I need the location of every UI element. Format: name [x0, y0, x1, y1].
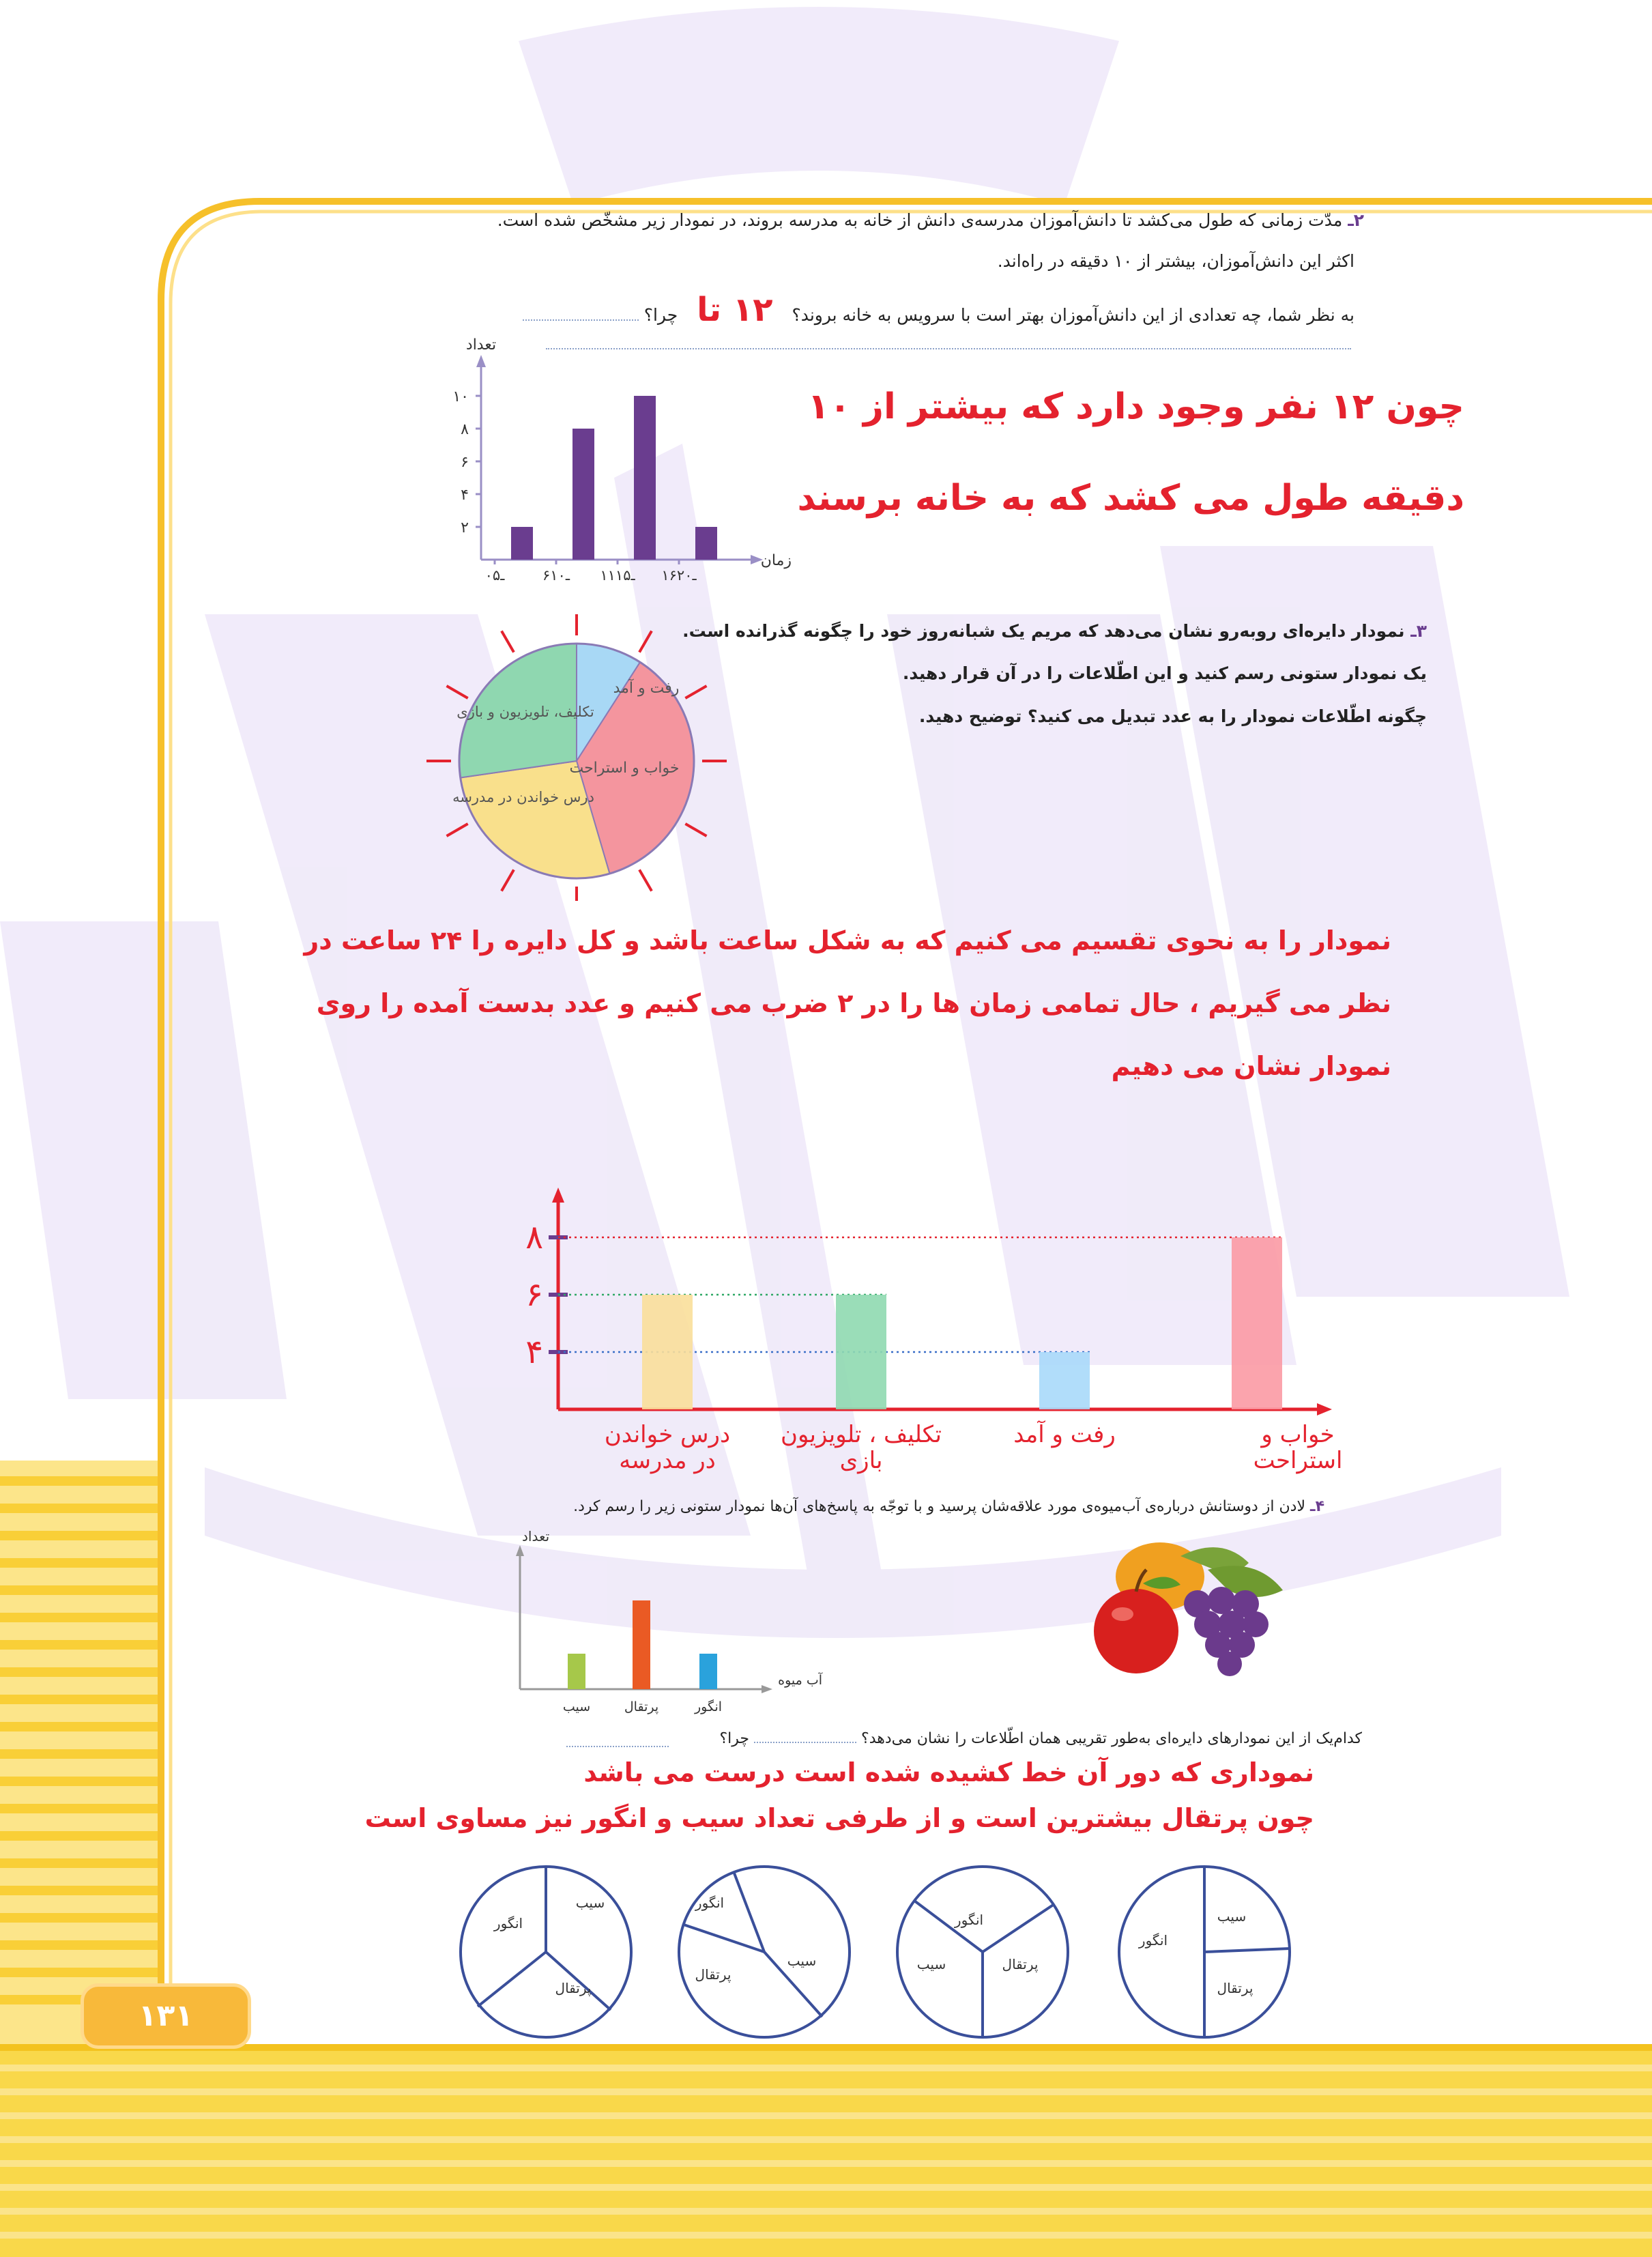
q4-answer-2: چون پرتقال بیشترین است و از طرفی تعداد سیب و انگور نیز مساوی است	[364, 1803, 1314, 1833]
pie-label-commute: رفت و آمد	[613, 680, 680, 697]
q2-why: چرا؟	[643, 305, 678, 325]
q2-line3: به نظر شما، چه تعدادی از این دانش‌آموزان بهتر است با سرویس به خانه بروند؟ ۱۲ تا چرا؟	[523, 291, 1354, 329]
pie-label-school: درس خواندن در مدرسه	[452, 789, 594, 805]
bars-xtick-label: تکلیف ، تلویزیون بازی	[780, 1421, 942, 1474]
juice-pie-label: سیب	[1217, 1908, 1247, 1925]
bars-bar	[1039, 1352, 1090, 1409]
clock-tick	[685, 686, 706, 698]
q3-answer-1: نمودار را به نحوی تقسیم می کنیم که به شکل ساعت باشد و کل دایره را ۲۴ ساعت در	[304, 925, 1391, 955]
bars-bar	[1232, 1237, 1282, 1409]
juice-xlabel: آب میوه	[778, 1673, 822, 1688]
hist-bar	[634, 396, 656, 560]
q3-answer-2: نظر می گیریم ، حال تمامی زمان ها را در ۲ ضرب می کنیم و عدد بدست آمده را روی	[316, 988, 1391, 1018]
juice-pie-label: سیب	[916, 1956, 946, 1972]
q4-number: ۴ـ	[1310, 1498, 1324, 1515]
hist-xtick-label: ۱۶ـ۲۰	[661, 567, 697, 584]
hist-xtick-label: ۱۱ـ۱۵	[600, 567, 635, 584]
q3-answer-3: نمودار نشان می دهیم	[1111, 1051, 1391, 1081]
hist-xtick-label: ۶ـ۱۰	[542, 567, 570, 584]
hist-xtick-label: ۰ـ۵	[484, 567, 505, 584]
q2-answer-short: ۱۲ تا	[697, 291, 773, 329]
juice-pie-options	[450, 1856, 1310, 2047]
hist-ytick-label: ۲	[461, 519, 469, 536]
pie-label-sleep: خواب و استراحت	[569, 760, 680, 777]
q2-answer-long-2: دقیقه طول می کشد که به خانه برسند	[797, 478, 1464, 519]
bottom-yellow-band	[0, 2044, 1652, 2257]
bars-xtick-label: درس خواندن در مدرسه	[604, 1421, 731, 1474]
juice-ylabel: تعداد	[522, 1528, 550, 1544]
clock-tick	[502, 631, 514, 652]
q2-number: ۲ـ	[1348, 210, 1364, 230]
bars-xtick-label: خواب و استراحت	[1253, 1421, 1343, 1474]
q3-line1: ۳ـ نمودار دایره‌ای روبه‌رو نشان می‌دهد که مریم یک شبانه‌روز خود را چگونه گذرانده است.	[682, 621, 1427, 641]
page-number: ۱۳۱	[81, 1983, 251, 2049]
bars-bar	[642, 1295, 693, 1409]
q2-why-line	[523, 319, 639, 321]
clock-tick	[446, 686, 467, 698]
q2-line1: ۲ـ مدّت زمانی که طول می‌کشد تا دانش‌آموزان مدرسه‌ی دانش از خانه به مدرسه بروند، در نمودار زیر مشخّص شده است.	[497, 210, 1364, 230]
bars-xtick-label: رفت و آمد	[1013, 1421, 1116, 1448]
juice-bar	[568, 1654, 585, 1689]
bars-bar	[836, 1295, 886, 1409]
hist-xlabel: زمان	[760, 552, 792, 569]
hist-ytick-label: ۸	[461, 421, 469, 438]
juice-pie-label: پرتقال	[695, 1966, 731, 1983]
pie-label-homework: تکلیف، تلویزیون و بازی	[457, 704, 594, 720]
hist-bar	[695, 527, 717, 560]
juice-pie-label: پرتقال	[1217, 1980, 1254, 1996]
juice-pie-label: پرتقال	[555, 1980, 592, 1996]
q3-number: ۳ـ	[1410, 621, 1427, 641]
juice-pie-label: انگور	[1138, 1932, 1168, 1949]
bars-ytick-label: ۶	[525, 1276, 543, 1314]
maryam-bar-chart	[491, 1174, 1365, 1481]
grape-bunch	[1184, 1587, 1269, 1676]
hist-ytick-label: ۶	[461, 454, 469, 471]
hist-bar	[511, 527, 533, 560]
juice-bar-chart	[491, 1522, 846, 1727]
q4-line1: ۴ـ لادن از دوستانش درباره‌ی آب‌میوه‌ی مورد علاقه‌شان پرسید و با توجّه به پاسخ‌های آن‌ها نمودار ستونی زیر را رسم کرد.	[573, 1498, 1324, 1515]
juice-bar	[633, 1600, 650, 1689]
bars-ytick-label: ۸	[525, 1218, 543, 1256]
juice-xtick-label: انگور	[694, 1699, 723, 1714]
q3-line2: یک نمودار ستونی رسم کنید و این اطّلاعات را در آن قرار دهید.	[902, 663, 1427, 683]
juice-pie-label: انگور	[695, 1895, 725, 1911]
clock-tick	[502, 869, 514, 891]
clock-tick	[639, 631, 652, 652]
maryam-pie-chart	[423, 614, 730, 901]
bars-ytick-label: ۴	[525, 1333, 543, 1371]
hist-bar	[573, 429, 594, 560]
clock-tick	[639, 869, 652, 891]
juice-pie-label: انگور	[954, 1912, 984, 1928]
juice-bar	[699, 1654, 717, 1689]
juice-pie-label: سیب	[575, 1895, 605, 1911]
q3-line3: چگونه اطّلاعات نمودار را به عدد تبدیل می کنید؟ توضیح دهید.	[918, 706, 1427, 726]
clock-tick	[685, 824, 706, 836]
travel-time-chart	[437, 334, 805, 607]
q4-line2: کدام‌یک از این نمودارهای دایره‌ای به‌طور تقریبی همان اطّلاعات را نشان می‌دهد؟ چرا؟	[719, 1730, 1362, 1747]
clock-tick	[446, 824, 467, 836]
juice-pie-label: سیب	[787, 1953, 817, 1969]
juice-xtick-label: سیب	[562, 1699, 591, 1714]
hist-ytick-label: ۴	[461, 487, 469, 504]
q2-line2: اکثر این دانش‌آموزان، بیشتر از ۱۰ دقیقه در راه‌اند.	[997, 251, 1354, 271]
juice-xtick-label: پرتقال	[624, 1699, 659, 1714]
juice-pie-label: پرتقال	[1002, 1956, 1039, 1972]
hist-ytick-label: ۱۰	[452, 388, 469, 405]
apple-fruit	[1094, 1589, 1178, 1673]
juice-pie-label: انگور	[493, 1915, 523, 1931]
q2-answer-long-1: چون ۱۲ نفر وجود دارد که بیشتر از ۱۰	[807, 386, 1464, 427]
hist-ylabel: تعداد	[465, 336, 497, 354]
q4-why: چرا؟	[719, 1730, 750, 1747]
fruit-illustration	[1078, 1529, 1303, 1693]
q4-why-line	[566, 1746, 669, 1747]
q4-answer-1: نموداری که دور آن خط کشیده شده است درست می باشد	[583, 1757, 1314, 1787]
